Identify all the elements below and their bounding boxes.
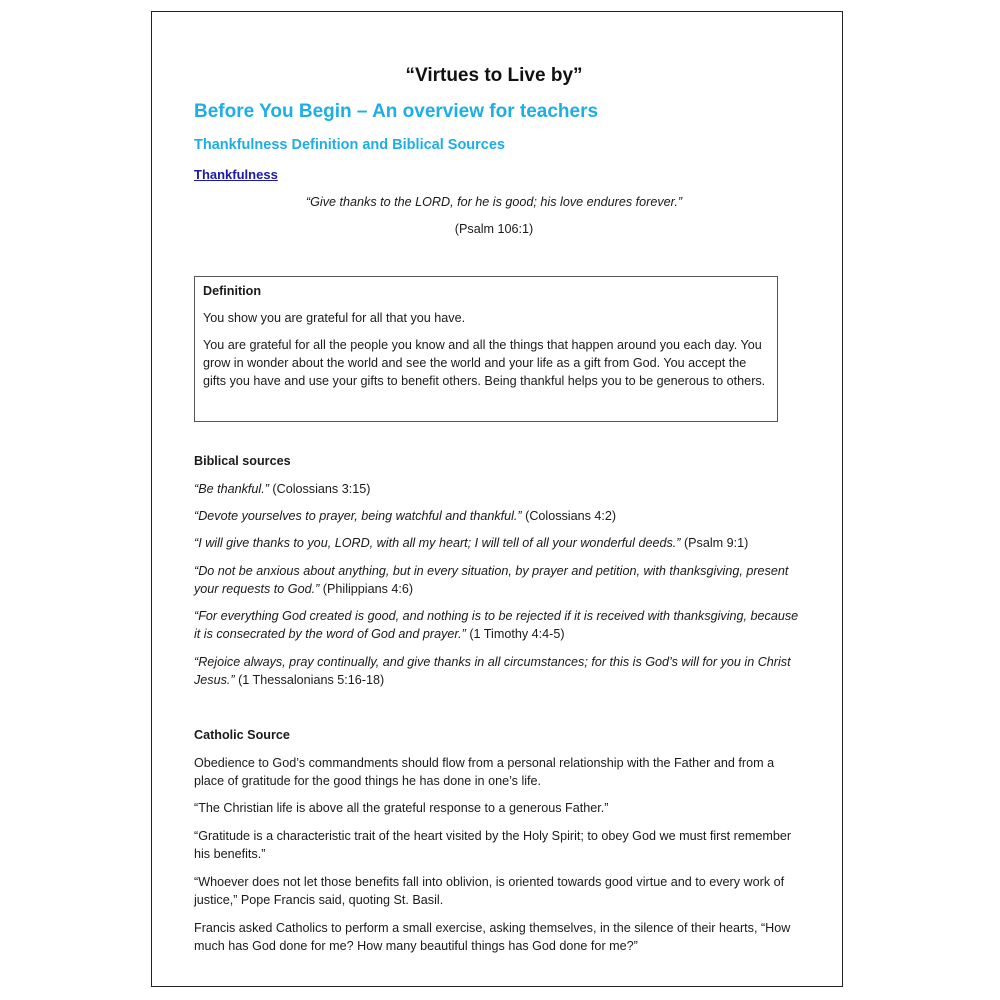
biblical-quote: “For everything God created is good, and nothing is to be rejected if it is received with thanksgiving, because it is consecrated by the word of God and prayer.” [194, 609, 799, 641]
biblical-quote: “Be thankful.” [194, 482, 269, 496]
biblical-reference: (Philippians 4:6) [319, 582, 414, 596]
biblical-source-item [194, 534, 806, 552]
biblical-quote: “I will give thanks to you, LORD, with all my heart; I will tell of all your wonderful deeds.” [194, 536, 681, 550]
biblical-reference: (1 Thessalonians 5:16-18) [234, 673, 385, 687]
biblical-reference: (Colossians 4:2) [521, 509, 617, 523]
definition-paragraph-1: You show you are grateful for all that you have. [203, 311, 466, 325]
biblical-source-item [194, 653, 806, 689]
biblical-source-item [194, 507, 806, 525]
biblical-quote: “Rejoice always, pray continually, and give thanks in all circumstances; for this is God’s will for you in Christ Jesus.” [194, 655, 791, 687]
biblical-source-item [194, 562, 806, 598]
document-title: “Virtues to Live by” [405, 65, 583, 86]
epigraph-reference: (Psalm 106:1) [454, 222, 534, 236]
catholic-paragraph: “Whoever does not let those benefits fall into oblivion, is oriented towards good virtue and to every work of justice,” Pope Francis said, quoting St. Basil. [194, 875, 785, 907]
biblical-reference: (Psalm 9:1) [680, 536, 749, 550]
biblical-sources-heading: Biblical sources [194, 454, 291, 468]
biblical-source-item [194, 480, 806, 498]
definition-subheading: Thankfulness Definition and Biblical Sources [194, 137, 505, 153]
catholic-paragraph: Obedience to God’s commandments should flow from a personal relationship with the Father and from a place of gratitude for the good things he has done in one’s life. [194, 756, 775, 788]
biblical-quote: “Do not be anxious about anything, but in every situation, by prayer and petition, with thanksgiving, present your requests to God.” [194, 564, 789, 596]
biblical-reference: (Colossians 3:15) [268, 482, 371, 496]
definition-paragraph-2: You are grateful for all the people you know and all the things that happen around you each day. You grow in wonder about the world and see the world and your life as a gift from God. You accept the gifts you have and use your gifts to benefit others. Being thankful helps you to be generous to others. [203, 338, 766, 388]
biblical-quote: “Devote yourselves to prayer, being watchful and thankful.” [194, 509, 522, 523]
catholic-paragraph: Francis asked Catholics to perform a small exercise, asking themselves, in the silence of their hearts, “How much has God done for me? How many beautiful things has God done for me?” [194, 921, 791, 953]
thankfulness-link[interactable]: Thankfulness [194, 167, 278, 182]
epigraph-quote: “Give thanks to the LORD, for he is good; his love endures forever.” [305, 195, 683, 209]
definition-box [194, 276, 778, 422]
overview-heading: Before You Begin – An overview for teachers [194, 101, 599, 122]
catholic-paragraph: “The Christian life is above all the grateful response to a generous Father.” [194, 801, 609, 815]
definition-heading: Definition [203, 284, 262, 298]
catholic-paragraph: “Gratitude is a characteristic trait of the heart visited by the Holy Spirit; to obey God we must first remember his benefits.” [194, 829, 792, 861]
catholic-source-heading: Catholic Source [194, 728, 290, 742]
biblical-source-item [194, 607, 806, 643]
biblical-reference: (1 Timothy 4:4-5) [465, 627, 565, 641]
